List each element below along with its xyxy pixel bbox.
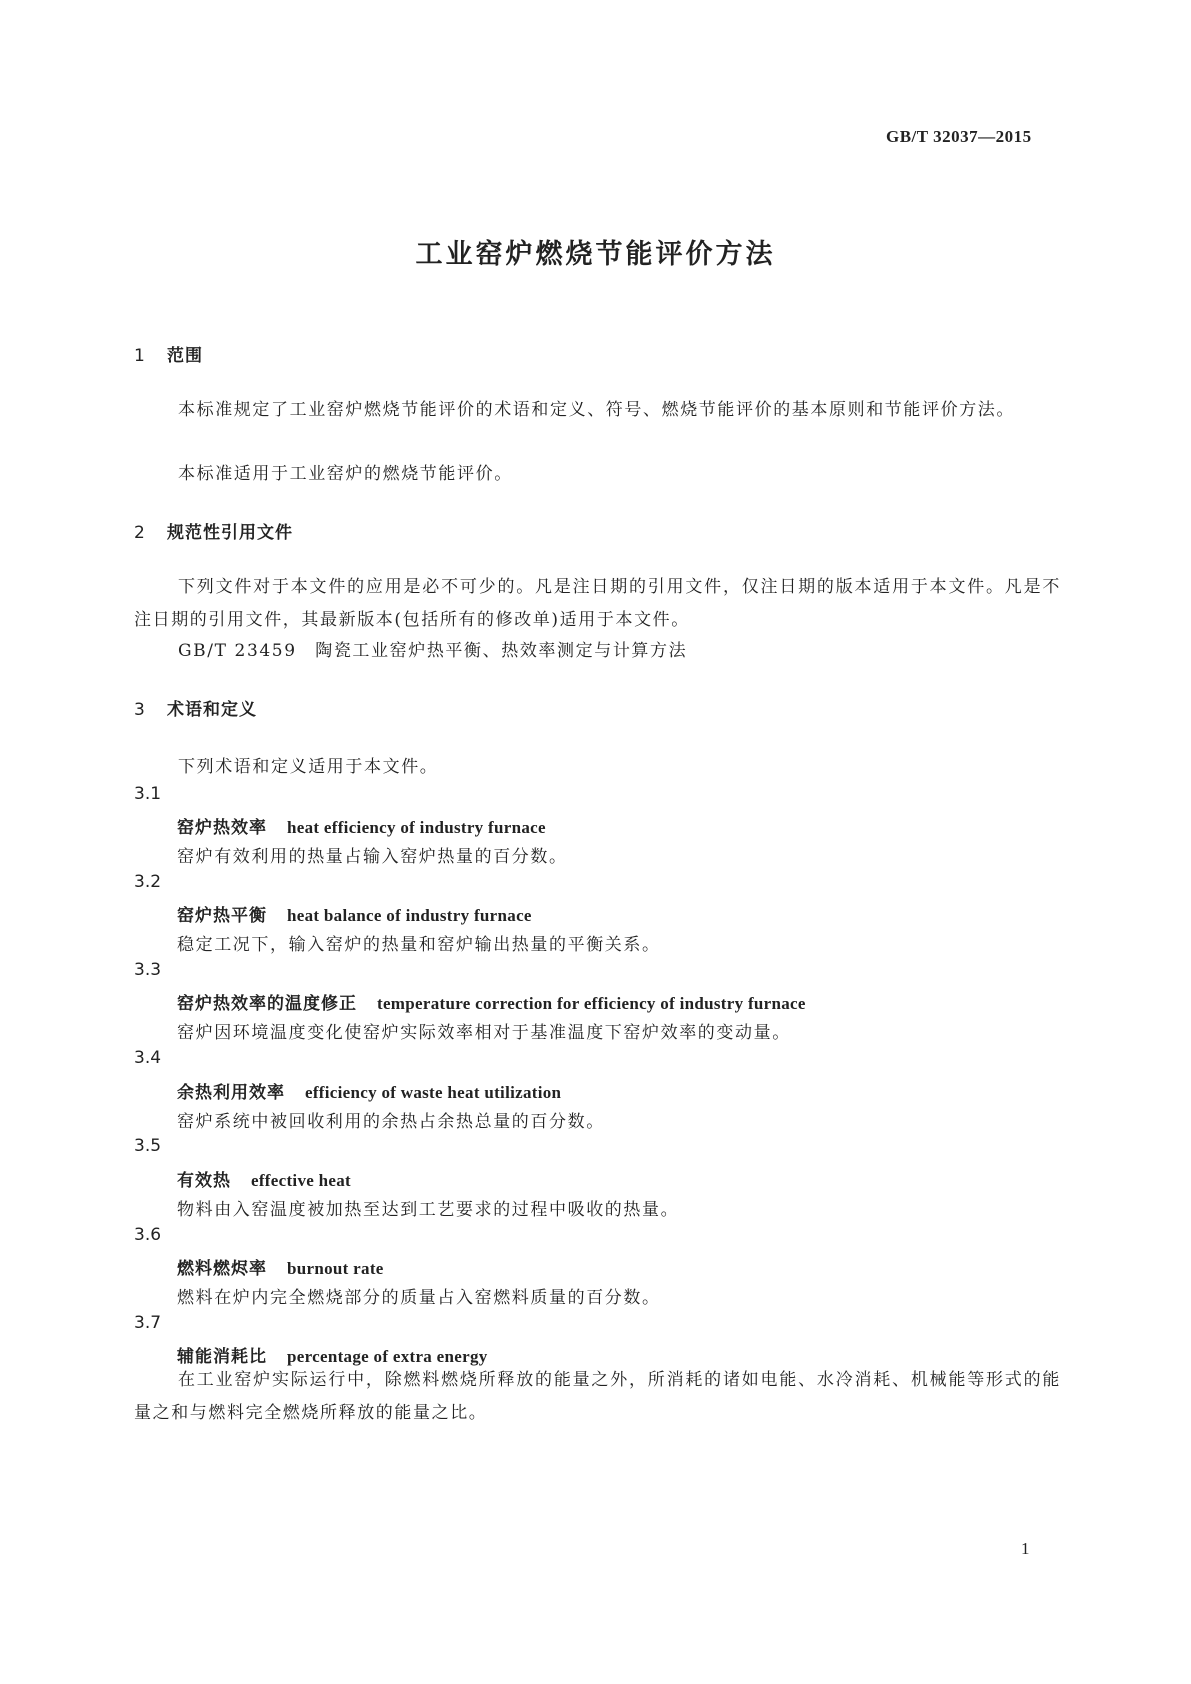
term-english: effective heat	[251, 1171, 351, 1190]
term-chinese: 燃料燃烬率	[177, 1259, 267, 1279]
term-entry	[177, 901, 532, 926]
section-title: 术语和定义	[167, 700, 257, 720]
term-number: 3.1	[134, 784, 162, 804]
term-definition: 窑炉有效利用的热量占输入窑炉热量的百分数。	[177, 847, 568, 867]
term-number: 3.6	[134, 1225, 162, 1245]
section-3-heading	[134, 695, 257, 720]
term-chinese: 有效热	[177, 1171, 231, 1191]
term-definition: 窑炉系统中被回收利用的余热占余热总量的百分数。	[177, 1112, 605, 1132]
term-entry	[177, 989, 806, 1014]
term-chinese: 窑炉热平衡	[177, 906, 267, 926]
section-3-intro: 下列术语和定义适用于本文件。	[178, 757, 439, 777]
document-title: 工业窑炉燃烧节能评价方法	[415, 239, 776, 270]
section-2-paragraph-1: 下列文件对于本文件的应用是必不可少的。凡是注日期的引用文件，仅注日期的版本适用于本文件。凡是不注日期的引用文件，其最新版本(包括所有的修改单)适用于本文件。	[134, 577, 1061, 630]
term-number: 3.3	[134, 960, 162, 980]
term-chinese: 窑炉热效率	[177, 818, 267, 838]
section-2-heading	[134, 518, 293, 543]
term-english: burnout rate	[287, 1259, 384, 1278]
section-1-paragraph-2: 本标准适用于工业窑炉的燃烧节能评价。	[178, 464, 513, 484]
term-definition: 窑炉因环境温度变化使窑炉实际效率相对于基准温度下窑炉效率的变动量。	[177, 1023, 791, 1043]
term-number: 3.4	[134, 1048, 162, 1068]
page-number: 1	[1021, 1539, 1030, 1558]
term-definition: 燃料在炉内完全燃烧部分的质量占入窑燃料质量的百分数。	[177, 1288, 661, 1308]
term-entry	[177, 813, 546, 838]
term-entry	[177, 1166, 351, 1191]
term-chinese: 余热利用效率	[177, 1083, 285, 1103]
term-definition: 在工业窑炉实际运行中，除燃料燃烧所释放的能量之外，所消耗的诸如电能、水冷消耗、机械能等形式的能量之和与燃料完全燃烧所释放的能量之比。	[134, 1370, 1061, 1423]
term-english: heat efficiency of industry furnace	[287, 818, 546, 837]
term-number: 3.2	[134, 872, 162, 892]
term-chinese: 窑炉热效率的温度修正	[177, 994, 357, 1014]
section-number: 2	[134, 523, 146, 543]
normative-reference: GB/T 23459 陶瓷工业窑炉热平衡、热效率测定与计算方法	[178, 641, 688, 661]
term-english: percentage of extra energy	[287, 1347, 488, 1366]
term-chinese: 辅能消耗比	[177, 1347, 267, 1367]
section-1-heading	[134, 341, 203, 366]
term-number: 3.7	[134, 1313, 162, 1333]
term-definition: 稳定工况下，输入窑炉的热量和窑炉输出热量的平衡关系。	[177, 935, 661, 955]
term-number: 3.5	[134, 1136, 162, 1156]
section-1-paragraph-1: 本标准规定了工业窑炉燃烧节能评价的术语和定义、符号、燃烧节能评价的基本原则和节能评价方法。	[178, 400, 1015, 420]
term-english: efficiency of waste heat utilization	[305, 1083, 562, 1102]
section-title: 范围	[167, 346, 203, 366]
term-english: heat balance of industry furnace	[287, 906, 532, 925]
section-number: 3	[134, 700, 146, 720]
section-number: 1	[134, 346, 146, 366]
term-definition: 物料由入窑温度被加热至达到工艺要求的过程中吸收的热量。	[177, 1200, 680, 1220]
section-title: 规范性引用文件	[167, 523, 293, 543]
term-entry	[177, 1078, 561, 1103]
standard-code: GB/T 32037—2015	[886, 127, 1032, 146]
term-english: temperature correction for efficiency of industry furnace	[377, 994, 806, 1013]
term-entry	[177, 1254, 384, 1279]
